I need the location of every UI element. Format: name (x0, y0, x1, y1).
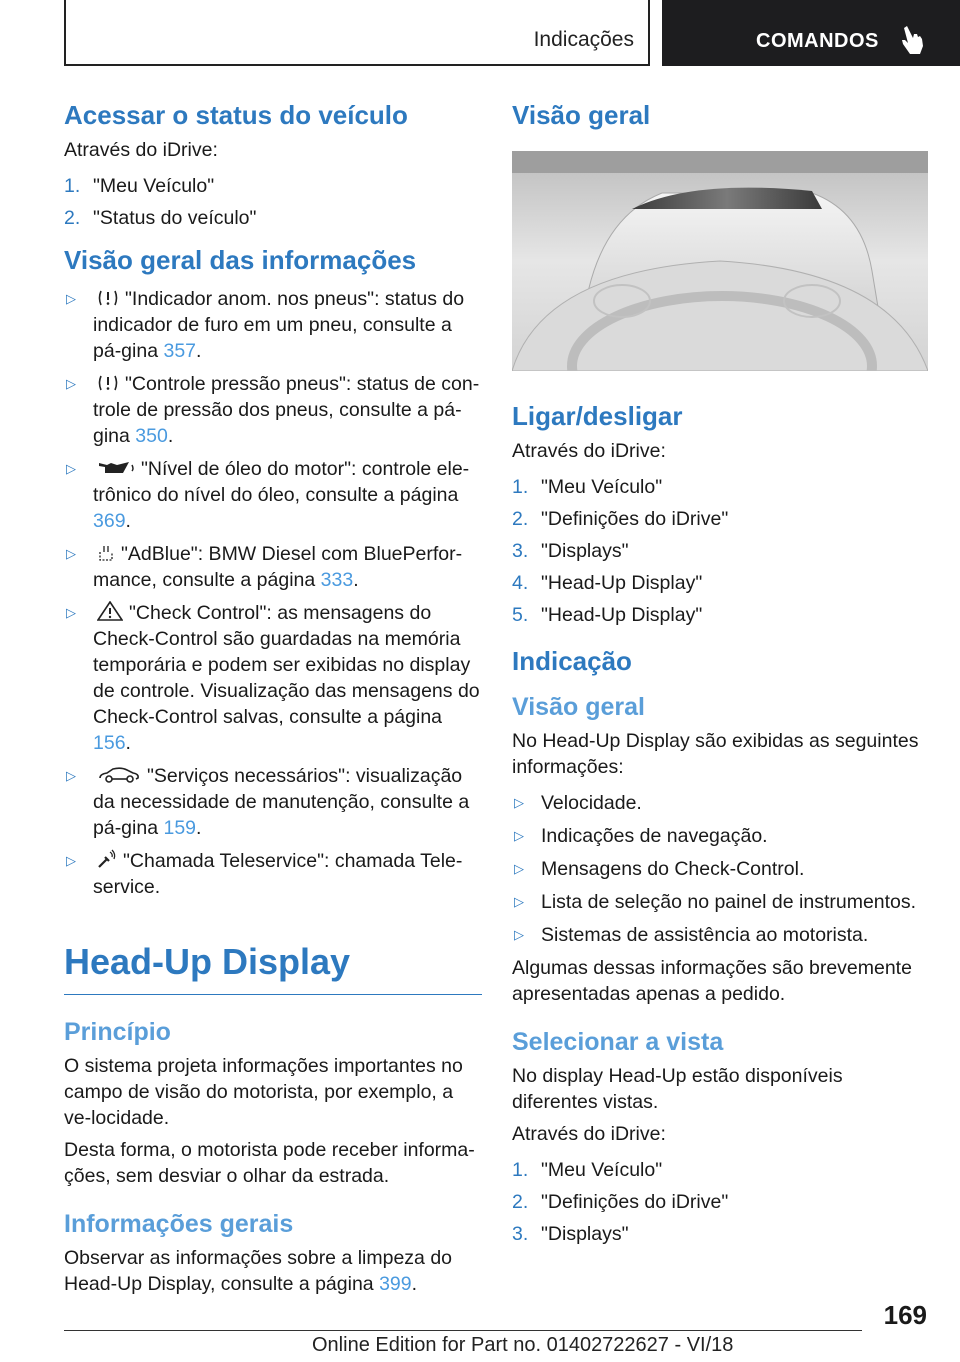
service-car-icon (97, 766, 141, 784)
list-item: ▷ "Indicador anom. nos pneus": status do indicador de furo em um pneu, consulte a pá-gina 357. (66, 288, 465, 363)
right-column (512, 100, 930, 1253)
select-view-paragraph: No display Head-Up estão disponíveis diferentes vistas. (512, 1064, 843, 1113)
page-reference-link[interactable]: 350 (135, 425, 168, 448)
triangle-bullet-icon: ▷ (514, 827, 524, 843)
list-item: ▷ "Controle pressão pneus": status de con-trole de pressão dos pneus, consulte a pá-gina 350. (66, 373, 480, 448)
access-steps (64, 173, 482, 231)
page-reference-link[interactable]: 369 (93, 510, 126, 533)
triangle-bullet-icon: ▷ (66, 291, 76, 307)
page-reference-link[interactable]: 156 (93, 732, 126, 755)
list-item: 3. "Displays" (512, 1222, 629, 1245)
info-overview-list (64, 286, 482, 900)
list-item: ▷ "Chamada Teleservice": chamada Tele-service. (66, 850, 463, 899)
general-info-paragraph: Observar as informações sobre a limpeza do Head-Up Display, consulte a página 399. (64, 1246, 453, 1295)
principle-paragraph-2: Desta forma, o motorista pode receber informa-ções, sem desviar o olhar da estrada. (64, 1138, 475, 1187)
teleservice-wrench-icon (97, 849, 117, 869)
page-reference-link[interactable]: 333 (320, 569, 354, 592)
header-section-box (64, 0, 650, 66)
list-item: ▷ Lista de seleção no painel de instrumentos. (514, 890, 917, 913)
triangle-bullet-icon: ▷ (66, 461, 76, 477)
footer-divider (64, 1330, 862, 1331)
principle-heading: Princípio (64, 1017, 171, 1046)
list-item: 2. "Definições do iDrive" (512, 1190, 729, 1213)
hud-main-heading: Head-Up Display (64, 940, 482, 994)
indication-note: Algumas dessas informações são brevemente apresentadas apenas a pedido. (512, 956, 912, 1005)
select-view-steps (512, 1157, 930, 1247)
list-item: 1. "Meu Veículo" (512, 1158, 663, 1181)
warning-triangle-icon (97, 601, 123, 621)
triangle-bullet-icon: ▷ (66, 768, 76, 784)
list-item: 2. "Status do veículo" (64, 207, 257, 230)
principle-paragraph-1: O sistema projeta informações importantes no campo de visão do motorista, por exemplo, a ve-locidade. (64, 1054, 463, 1129)
page-reference-link[interactable]: 399 (379, 1272, 412, 1295)
triangle-bullet-icon: ▷ (66, 853, 76, 869)
oil-can-icon (97, 459, 135, 477)
triangle-bullet-icon: ▷ (66, 546, 76, 562)
list-item: ▷ "Check Control": as mensagens do Check-Control são guardadas na memória temporária e podem ser exibidas no display de controle. Visualização das mensagens do Check-Control salvas, consulte a página 156. (66, 602, 480, 755)
list-item: 2. "Definições do iDrive" (512, 508, 729, 531)
pointing-hand-icon (898, 24, 926, 56)
triangle-bullet-icon: ▷ (66, 605, 76, 621)
info-overview-heading: Visão geral das informações (64, 245, 417, 276)
edition-note: Online Edition for Part no. 01402722627 - VI/18 (312, 1334, 734, 1356)
left-column (64, 100, 482, 1297)
tire-pressure-icon (97, 374, 119, 392)
select-view-intro: Através do iDrive: (512, 1122, 666, 1145)
list-item: ▷ Sistemas de assistência ao motorista. (514, 923, 869, 946)
triangle-bullet-icon: ▷ (514, 926, 524, 942)
list-item: 1. "Meu Veículo" (64, 175, 215, 198)
list-item: ▷ "Nível de óleo do motor": controle ele-trônico do nível do óleo, consulte a página 369. (66, 458, 470, 533)
select-view-heading: Selecionar a vista (512, 1027, 724, 1056)
tire-warning-icon (97, 289, 119, 307)
list-item: 3. "Displays" (512, 540, 629, 563)
triangle-bullet-icon: ▷ (514, 893, 524, 909)
general-info-heading: Informações gerais (64, 1209, 294, 1238)
indication-heading: Indicação (512, 646, 632, 677)
triangle-bullet-icon: ▷ (66, 376, 76, 392)
triangle-bullet-icon: ▷ (514, 860, 524, 876)
list-item: ▷ Velocidade. (514, 791, 642, 814)
indication-list (512, 790, 930, 948)
triangle-bullet-icon: ▷ (514, 794, 524, 810)
list-item: 4. "Head-Up Display" (512, 572, 703, 595)
header-chapter-tab (662, 0, 960, 66)
page-reference-link[interactable]: 159 (163, 817, 197, 840)
list-item: ▷ "Serviços necessários": visualização da necessidade de manutenção, consulte a pá-gina 159. (66, 765, 470, 840)
list-item: ▷ "AdBlue": BMW Diesel com BluePerfor-mance, consulte a página 333. (66, 543, 463, 592)
head-up-display-photo (512, 151, 928, 371)
on-off-heading: Ligar/desligar (512, 401, 683, 432)
list-item: 1. "Meu Veículo" (512, 476, 663, 499)
overview-heading: Visão geral (512, 100, 651, 130)
on-off-steps (512, 474, 930, 628)
on-off-intro: Através do iDrive: (512, 440, 666, 463)
header-chapter-title: COMANDOS (756, 30, 879, 52)
page-reference-link[interactable]: 357 (163, 340, 197, 363)
indication-intro: No Head-Up Display são exibidas as seguintes informações: (512, 729, 919, 778)
access-status-heading: Acessar o status do veículo (64, 100, 408, 130)
access-intro: Através do iDrive: (64, 139, 218, 162)
list-item: ▷ Mensagens do Check-Control. (514, 857, 805, 880)
indication-overview-heading: Visão geral (512, 692, 645, 721)
header-section-title: Indicações (533, 28, 634, 51)
list-item: ▷ Indicações de navegação. (514, 824, 768, 847)
page-number: 169 (883, 1300, 927, 1330)
adblue-icon (97, 544, 115, 562)
list-item: 5. "Head-Up Display" (512, 604, 703, 627)
